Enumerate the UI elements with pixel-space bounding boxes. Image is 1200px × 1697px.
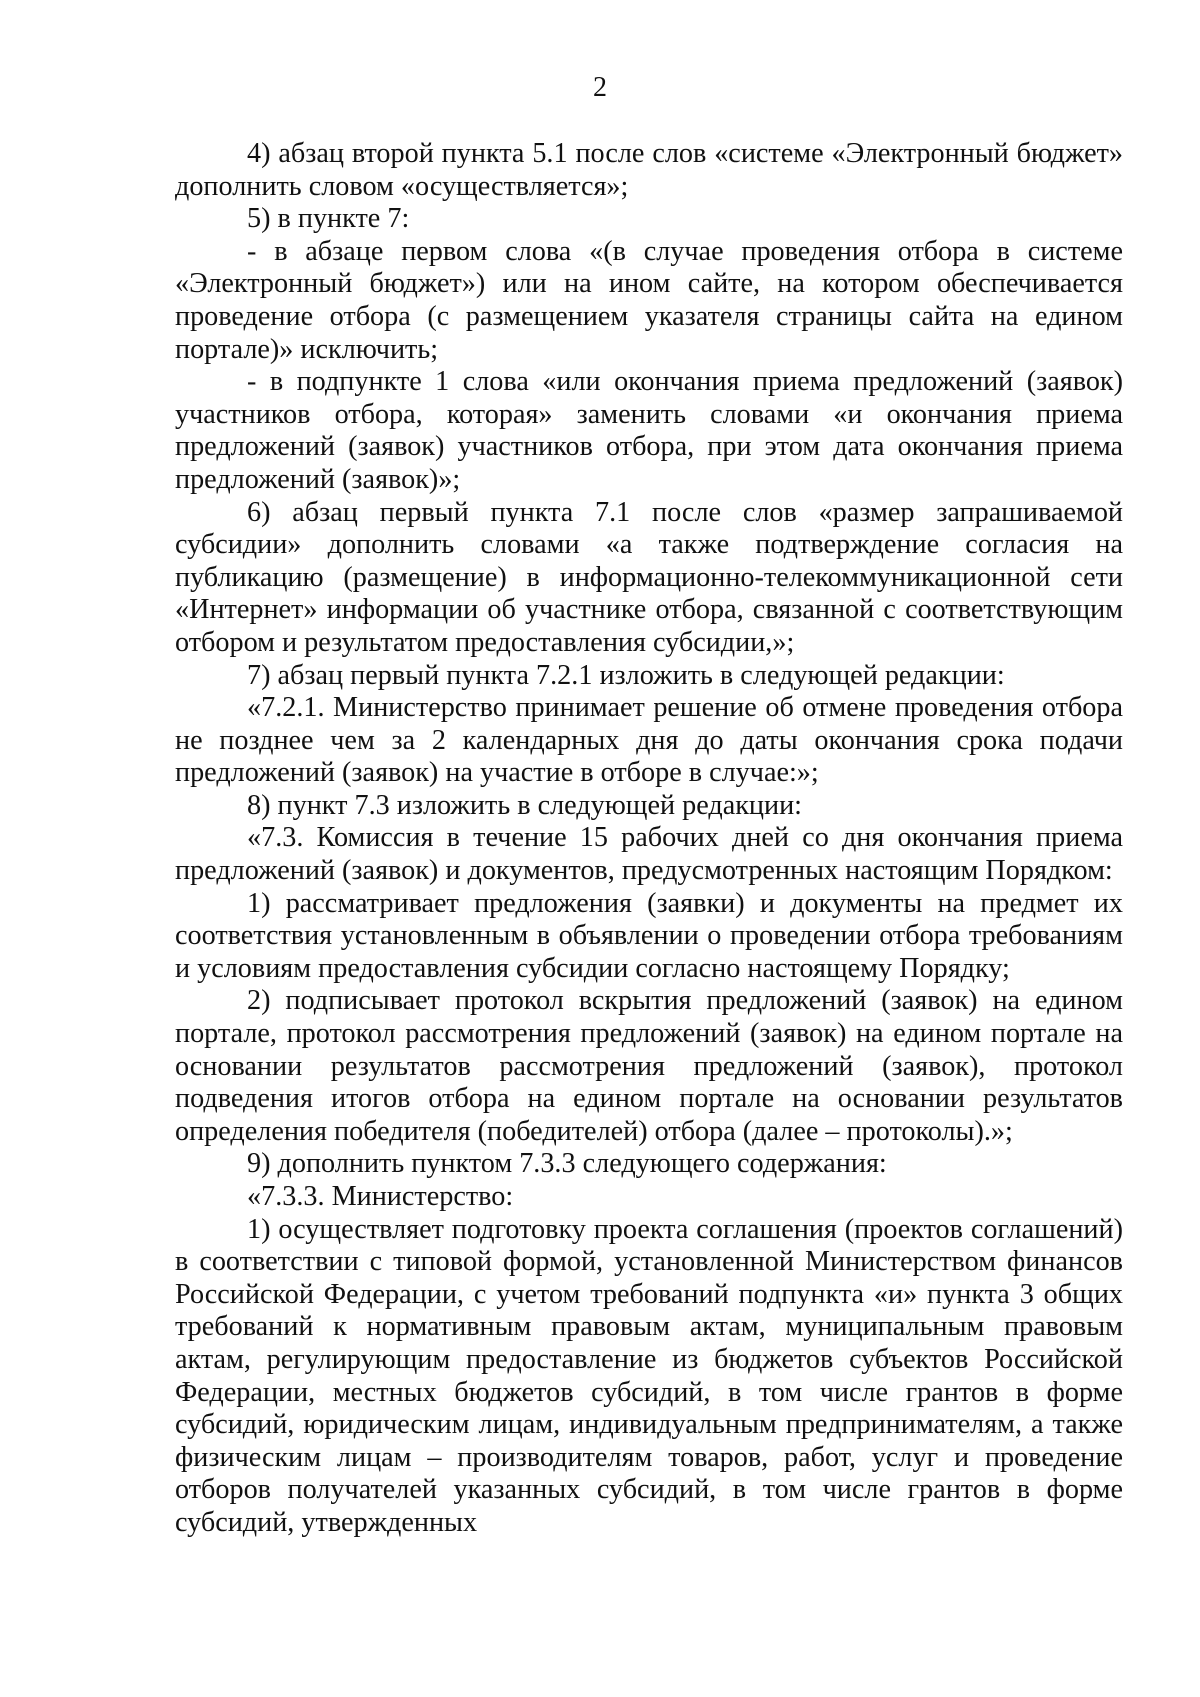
- paragraph-item-9: 9) дополнить пунктом 7.3.3 следующего содержания:: [247, 1148, 887, 1180]
- paragraph-item-5: 5) в пункте 7:: [247, 203, 410, 235]
- paragraph-item-5-subitem-1: - в абзаце первом слова «(в случае проведения отбора в системе «Электронный бюджет») или на ином сайте, на котором обеспечивается проведение отбора (с размещением указателя страницы сайта на едином портале)» исключить;: [175, 235, 1123, 365]
- page-number: 2: [593, 72, 607, 103]
- paragraph-item-7: 7) абзац первый пункта 7.2.1 изложить в следующей редакции:: [247, 659, 1005, 691]
- paragraph-clause-7-3: «7.3. Комиссия в течение 15 рабочих дней со дня окончания приема предложений (заявок) и документов, предусмотренных настоящим Порядком:: [175, 822, 1123, 887]
- paragraph-clause-7-3-subitem-1: 1) рассматривает предложения (заявки) и документы на предмет их соответствия установленным в объявлении о проведении отбора требованиям и условиям предоставления субсидии согласно настоящему Порядку;: [175, 887, 1123, 984]
- paragraph-item-5-subitem-2: - в подпункте 1 слова «или окончания приема предложений (заявок) участников отбора, которая» заменить словами «и окончания приема предложений (заявок) участников отбора, при этом дата окончания приема предложений (заявок)»;: [175, 366, 1123, 495]
- document-body: [175, 138, 1123, 1540]
- paragraph-clause-7-2-1: «7.2.1. Министерство принимает решение об отмене проведения отбора не позднее чем за 2 календарных дня до даты окончания срока подачи предложений (заявок) на участие в отборе в случае:»;: [175, 692, 1123, 789]
- paragraph-item-4: 4) абзац второй пункта 5.1 после слов «системе «Электронный бюджет» дополнить словом «осуществляется»;: [175, 138, 1123, 202]
- paragraph-clause-7-3-subitem-2: 2) подписывает протокол вскрытия предложений (заявок) на едином портале, протокол рассмотрения предложений (заявок) на едином портале на основании результатов рассмотрения предложений (заявок), протокол подведения итогов отбора на едином портале на основании результатов определения победителя (победителей) отбора (далее – протоколы).»;: [175, 985, 1123, 1147]
- paragraph-clause-7-3-3: «7.3.3. Министерство:: [247, 1181, 514, 1212]
- paragraph-item-6: 6) абзац первый пункта 7.1 после слов «размер запрашиваемой субсидии» дополнить словами «а также подтверждение согласия на публикацию (размещение) в информационно-телекоммуникационной сети «Интернет» информации об участнике отбора, связанной с соответствующим отбором и результатом предоставления субсидии,»;: [175, 496, 1123, 658]
- paragraph-item-8: 8) пункт 7.3 изложить в следующей редакции:: [247, 789, 802, 821]
- paragraph-clause-7-3-3-subitem-1: 1) осуществляет подготовку проекта соглашения (проектов соглашений) в соответствии с типовой формой, установленной Министерством финансов Российской Федерации, с учетом требований подпункта «и» пункта 3 общих требований к нормативным правовым актам, муниципальным правовым актам, регулирующим предоставление из бюджетов субъектов Российской Федерации, местных бюджетов субсидий, в том числе грантов в форме субсидий, юридическим лицам, индивидуальным предпринимателям, а также физическим лицам – производителям товаров, работ, услуг и проведение отборов получателей указанных субсидий, в том числе грантов в форме субсидий, утвержденных: [175, 1213, 1123, 1538]
